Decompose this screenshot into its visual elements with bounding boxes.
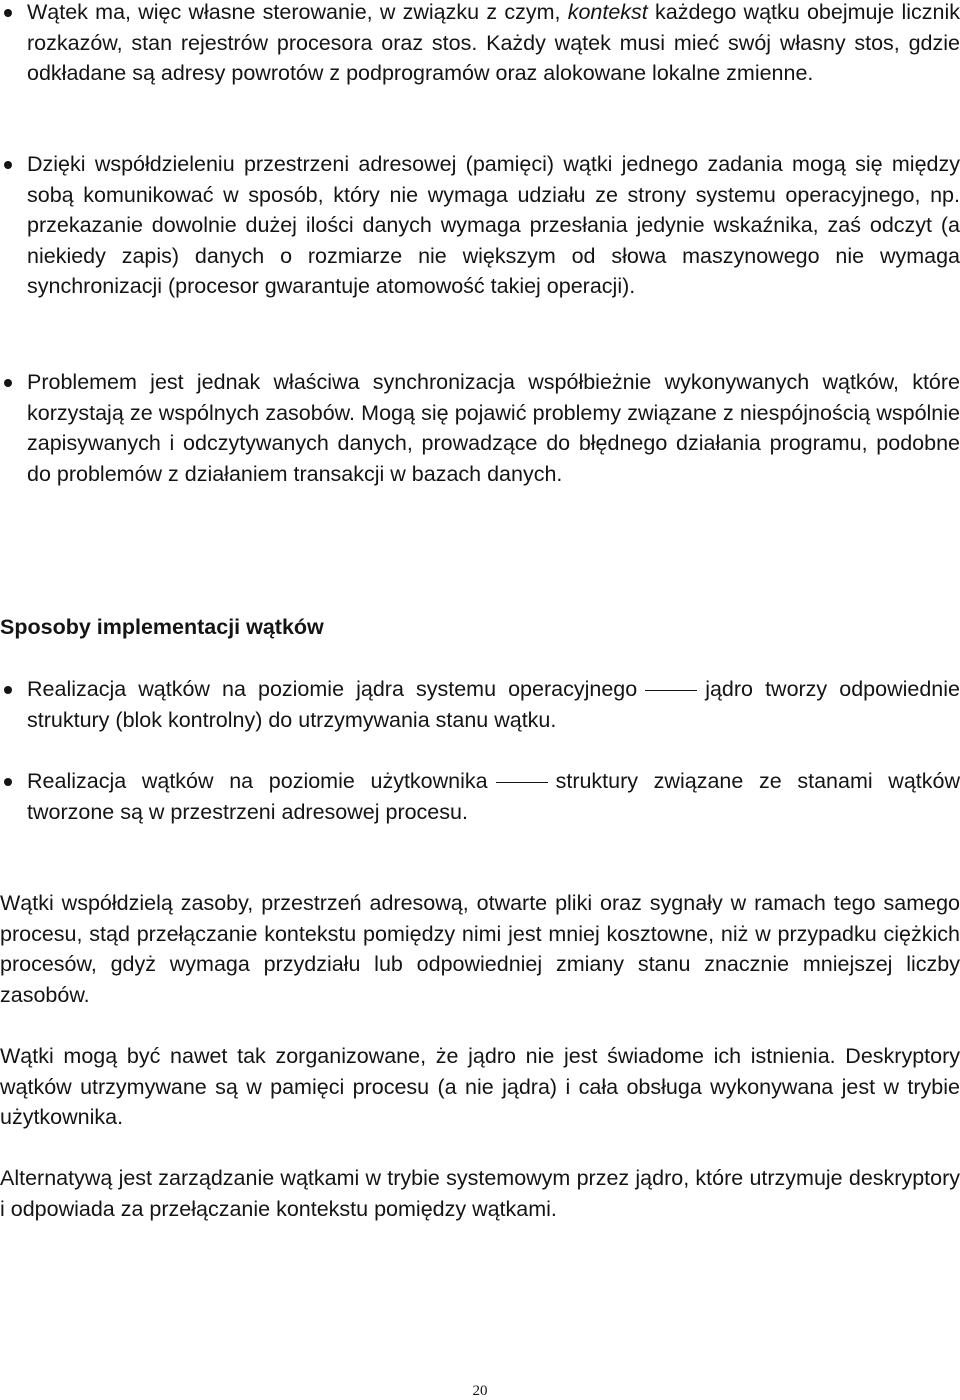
paragraph: Wątki współdzielą zasoby, przestrzeń adresową, otwarte pliki oraz sygnały w ramach tego samego procesu, stąd przełączanie kontekstu pomiędzy nimi jest mniej kosztowne, niż w przypadku ciężkich procesów, gdyż wymaga przydziału lub odpowiedniej zmiany stanu znacznie mniejszej liczby zasobów.: [0, 891, 960, 1007]
bullet-text: [27, 674, 960, 735]
paragraph: Alternatywą jest zarządzanie wątkami w trybie systemowym przez jądro, które utrzymuje deskryptory i odpowiada za przełączanie kontekstu pomiędzy wątkami.: [0, 1166, 960, 1221]
emphasis-kontekst: kontekst: [567, 0, 648, 24]
bullet-dot: [4, 778, 12, 786]
list-item: [0, 674, 960, 735]
bullet-dot: [4, 686, 12, 694]
bullet-term: Realizacja wątków na poziomie jądra systemu operacyjnego: [27, 677, 638, 701]
bullet-desc: jądro tworzy odpowiednie struktury (blok kontrolny) do utrzymywania stanu wątku.: [27, 677, 960, 732]
section-heading: Sposoby implementacji wątków: [0, 615, 324, 639]
bullet-text: [27, 766, 960, 827]
list-item: [0, 367, 960, 489]
bullet-term: Realizacja wątków na poziomie użytkownika: [27, 769, 488, 793]
page-number: 20: [472, 1383, 488, 1399]
bullet-dot: [4, 161, 12, 169]
bullet-dot: [4, 379, 12, 387]
list-item: [0, 149, 960, 302]
em-dash: [496, 782, 548, 783]
bullet-text: Wątek ma, więc własne sterowanie, w związku z czym, kontekst każdego wątku obejmuje licznik rozkazów, stan rejestrów procesora oraz stos. Każdy wątek musi mieć swój własny stos, gdzie odkładane są adresy powrotów z podprogramów oraz alokowane lokalne zmienne.: [27, 0, 960, 85]
bullet-text: Dzięki współdzieleniu przestrzeni adresowej (pamięci) wątki jednego zadania mogą się między sobą komunikować w sposób, który nie wymaga udziału ze strony systemu operacyjnego, np. przekazanie dowolnie dużej ilości danych wymaga przesłania jedynie wskaźnika, zaś odczyt (a niekiedy zapis) danych o rozmiarze nie większym od słowa maszynowego nie wymaga synchronizacji (procesor gwarantuje atomowość takiej operacji).: [27, 152, 960, 298]
list-item: [0, 0, 960, 89]
bullet-dot: [4, 9, 12, 17]
bullet-desc: struktury związane ze stanami wątków tworzone są w przestrzeni adresowej procesu.: [27, 769, 960, 824]
em-dash: [645, 690, 697, 691]
list-item: [0, 766, 960, 827]
bullet-text: Problemem jest jednak właściwa synchronizacja współbieżnie wykonywanych wątków, które korzystają ze wspólnych zasobów. Mogą się pojawić problemy związane z niespójnością wspólnie zapisywanych i odczytywanych danych, prowadzące do błędnego działania programu, podobne do problemów z działaniem transakcji w bazach danych.: [27, 370, 960, 486]
paragraph: Wątki mogą być nawet tak zorganizowane, że jądro nie jest świadome ich istnienia. Deskryptory wątków utrzymywane są w pamięci procesu (a nie jądra) i cała obsługa wykonywana jest w trybie użytkownika.: [0, 1044, 960, 1129]
